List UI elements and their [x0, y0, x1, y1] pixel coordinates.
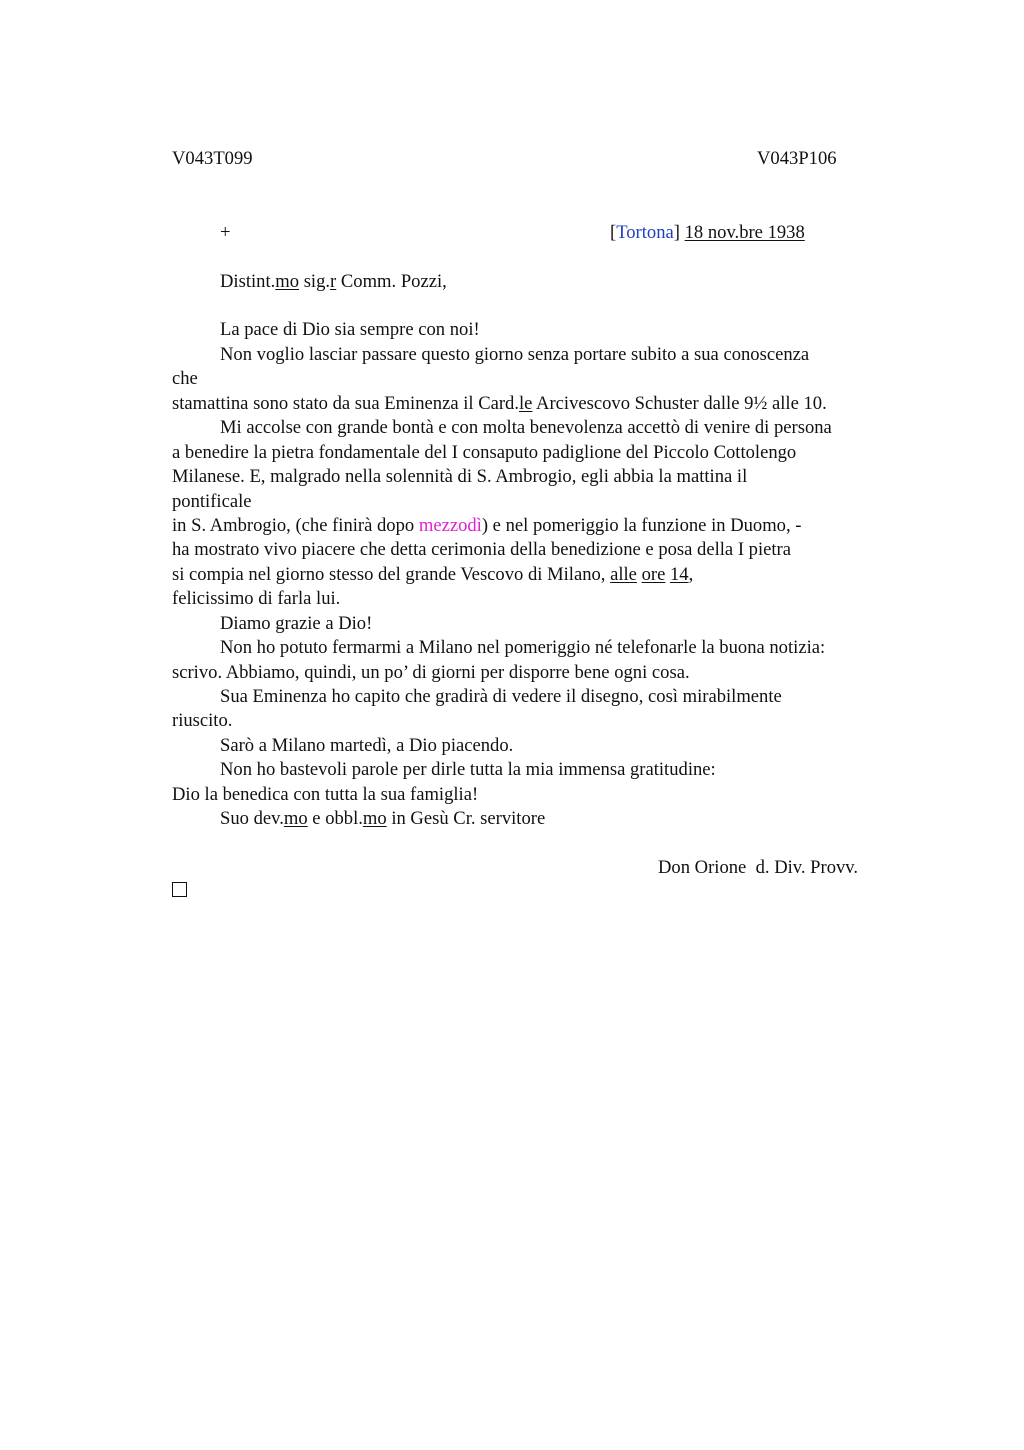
underlined-word: 14	[670, 564, 689, 585]
dateline	[610, 221, 805, 245]
body-line: pontificale	[172, 491, 252, 512]
text-run: Arcivescovo Schuster dalle 9½ alle 10.	[532, 393, 827, 414]
header-right-code: V043P106	[757, 148, 837, 169]
underlined-word: ore	[641, 564, 666, 585]
body-line: riuscito.	[172, 710, 233, 731]
body-line: ha mostrato vivo piacere che detta cerimonia della benedizione e posa della I pietra	[172, 539, 791, 560]
header-left-code: V043T099	[172, 148, 253, 169]
letter-date: 18 nov.bre 1938	[684, 222, 805, 243]
text-run: ) e nel pomeriggio la funzione in Duomo, -	[481, 515, 802, 536]
body-line: che	[172, 368, 198, 389]
body-line: felicissimo di farla lui.	[172, 588, 341, 609]
abbrev-underlined: mo	[283, 808, 308, 829]
body-line	[172, 514, 801, 538]
end-square-icon	[172, 882, 187, 897]
body-line: scrivo. Abbiamo, quindi, un po’ di giorni per disporre bene ogni cosa.	[172, 662, 690, 683]
body-line: La pace di Dio sia sempre con noi!	[220, 319, 480, 340]
body-line: Sarò a Milano martedì, a Dio piacendo.	[220, 735, 514, 756]
text-run: stamattina sono stato da sua Eminenza il Card.	[172, 393, 519, 414]
open-bracket: [	[610, 222, 617, 243]
closing-line	[220, 807, 545, 831]
text-run: Suo dev.	[220, 808, 284, 829]
close-bracket: ]	[673, 222, 680, 243]
text-run: e obbl.	[307, 808, 363, 829]
place-name: Tortona	[616, 222, 674, 243]
body-line: Diamo grazie a Dio!	[220, 613, 373, 634]
signature: Don Orione d. Div. Provv.	[658, 857, 859, 878]
salutation-part: sig.	[299, 271, 331, 292]
body-line: Non ho potuto fermarmi a Milano nel pomeriggio né telefonarle la buona notizia:	[220, 637, 826, 658]
text-run: in Gesù Cr. servitore	[386, 808, 546, 829]
salutation-part: Comm. Pozzi,	[336, 271, 447, 292]
cross-symbol: +	[220, 222, 231, 243]
abbrev-underlined: mo	[362, 808, 387, 829]
body-line: Non voglio lasciar passare questo giorno senza portare subito a sua conoscenza	[220, 344, 810, 365]
body-line: Sua Eminenza ho capito che gradirà di vedere il disegno, così mirabilmente	[220, 686, 782, 707]
body-line: Non ho bastevoli parole per dirle tutta la mia immensa gratitudine:	[220, 759, 716, 780]
body-line	[172, 563, 693, 587]
highlighted-word: mezzodì	[418, 515, 482, 536]
body-line	[172, 392, 827, 416]
abbrev-underlined: le	[519, 393, 533, 414]
salutation	[220, 270, 447, 294]
text-run: si compia nel giorno stesso del grande Vescovo di Milano,	[172, 564, 611, 585]
text-run: in S. Ambrogio, (che finirà dopo	[172, 515, 419, 536]
body-line: Dio la benedica con tutta la sua famiglia!	[172, 784, 479, 805]
body-line: Mi accolse con grande bontà e con molta benevolenza accettò di venire di persona	[220, 417, 832, 438]
body-line: Milanese. E, malgrado nella solennità di S. Ambrogio, egli abbia la mattina il	[172, 466, 748, 487]
salutation-abbrev: r	[330, 271, 337, 292]
salutation-part: Distint.	[220, 271, 276, 292]
body-line: a benedire la pietra fondamentale del I consaputo padiglione del Piccolo Cottolengo	[172, 442, 797, 463]
underlined-word: alle	[610, 564, 637, 585]
text-run: ,	[688, 564, 694, 585]
salutation-abbrev: mo	[275, 271, 300, 292]
